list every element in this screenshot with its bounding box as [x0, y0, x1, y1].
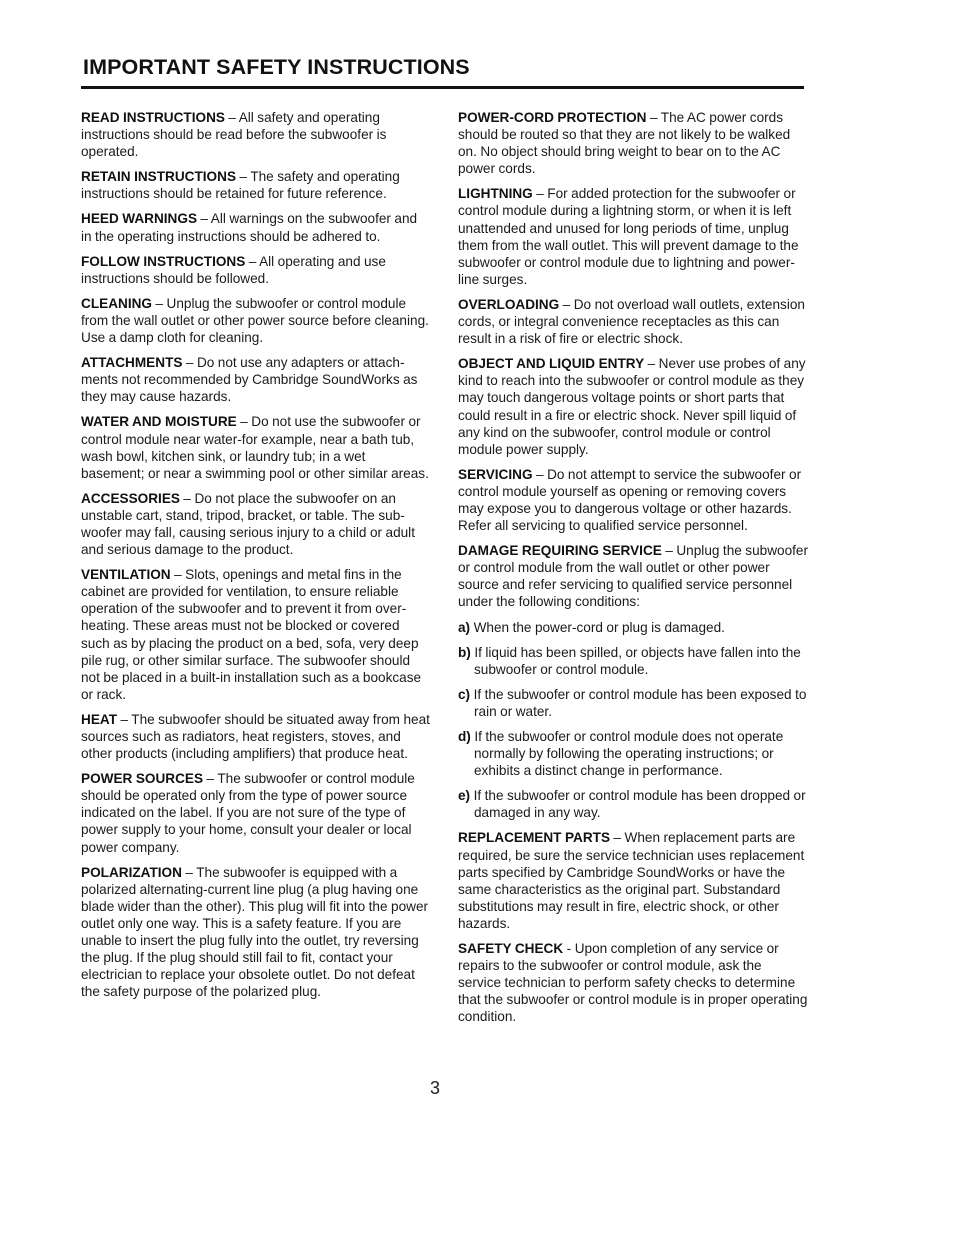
condition-item	[458, 619, 808, 636]
damage-conditions-list	[458, 619, 808, 822]
instruction-paragraph	[458, 940, 808, 1025]
instruction-heading: VENTILATION	[81, 567, 171, 583]
instruction-paragraph	[81, 566, 431, 703]
instruction-paragraph	[458, 355, 808, 458]
instruction-heading: POLARIZATION	[81, 864, 182, 880]
instruction-paragraph	[81, 354, 431, 405]
instruction-text: All operating and use instructions should be followed.	[81, 253, 386, 286]
instruction-separator: –	[661, 543, 677, 559]
instruction-text: Do not use the subwoofer or control module near water-for example, near a bath tub, wash bowl, kitchen sink, or laundry tub; in a wet basement; or near a swimming pool or other similar areas.	[81, 414, 429, 481]
instruction-separator: –	[245, 253, 260, 269]
instruction-text: The safety and operating instructions should be retained for future reference.	[81, 169, 400, 202]
instruction-paragraph	[81, 864, 431, 1001]
instruction-separator: -	[563, 941, 575, 957]
instruction-text: Do not overload wall outlets, extension cords, or integral convenience receptacles as this can result in a risk of fire or electric shock.	[458, 296, 805, 347]
instruction-paragraph	[81, 210, 431, 244]
condition-item	[458, 728, 808, 779]
instruction-heading: POWER SOURCES	[81, 771, 204, 787]
instruction-heading: REPLACEMENT PARTS	[458, 830, 611, 846]
instruction-heading: OBJECT AND LIQUID ENTRY	[458, 356, 645, 372]
instruction-separator: –	[559, 296, 574, 312]
instruction-paragraph	[458, 185, 808, 288]
condition-text: If the subwoofer or control module has been dropped or damaged in any way.	[473, 788, 806, 821]
instruction-text: Do not place the subwoofer on an unstable cart, stand, tripod, bracket, or table. The subwoofer may fall, causing serious injury to a child or adult and serious damage to the product.	[81, 490, 415, 558]
instruction-paragraph	[458, 466, 808, 534]
page-title: IMPORTANT SAFETY INSTRUCTIONS	[83, 55, 470, 79]
instruction-paragraph	[458, 542, 808, 610]
instruction-heading: HEAT	[81, 711, 117, 727]
right-column-final-sections	[458, 829, 808, 1025]
instruction-text: The subwoofer should be situated away from heat sources such as radiators, heat registers, stoves, and other products (including amplifiers) that produce heat.	[81, 711, 430, 762]
instruction-heading: ACCESSORIES	[81, 490, 180, 506]
instruction-separator: –	[224, 110, 239, 125]
instruction-paragraph	[81, 168, 431, 202]
instruction-text: Upon completion of any service or repairs to the subwoofer or control module, ask the service technician to perform safety checks to determine that the subwoofer or control module is in proper operating condition.	[458, 941, 808, 1025]
instruction-heading: WATER AND MOISTURE	[81, 414, 237, 430]
instruction-heading: OVERLOADING	[458, 296, 560, 312]
instruction-text: Never use probes of any kind to reach into the subwoofer or control module as they may touch dangerous voltage points or short parts that could result in a fire or electric shock. Never spill liquid of any kind on the subwoofer, control module or control module power supply.	[458, 356, 806, 457]
instruction-heading: ATTACHMENTS	[81, 355, 183, 371]
instruction-paragraph	[81, 109, 431, 160]
instruction-text: Unplug the subwoofer or control module from the wall outlet or other power source before cleaning. Use a damp cloth for cleaning.	[81, 295, 429, 346]
instruction-text: All warnings on the subwoofer and in the operating instructions should be adhered to.	[81, 211, 418, 244]
instruction-separator: –	[181, 864, 197, 880]
instruction-separator: –	[610, 830, 625, 846]
instruction-heading: READ INSTRUCTIONS	[81, 110, 225, 125]
instruction-paragraph	[81, 490, 431, 558]
instruction-text: Slots, openings and metal fins in the cabinet are provided for ventilation, to ensure reliable operation of the subwoofer and to prevent it from overheating. These areas must not be blocked or covered such as by placing the product on a bed, sofa, very deep pile rug, or other similar surface. The subwoofer should not be placed in a built-in installation such as a bookcase or rack.	[81, 567, 422, 702]
instruction-separator: –	[170, 567, 186, 583]
instruction-heading: SERVICING	[458, 466, 533, 482]
left-column	[81, 109, 431, 1008]
instruction-separator: –	[644, 356, 659, 372]
instruction-separator: –	[236, 169, 251, 185]
condition-letter: b)	[458, 644, 471, 660]
instruction-heading: CLEANING	[81, 295, 152, 311]
instruction-paragraph	[458, 109, 808, 177]
condition-text: If the subwoofer or control module does not operate normally by following the operating instructions; or exhibits a distinct change in performance.	[474, 729, 784, 779]
instruction-paragraph	[81, 413, 431, 481]
instruction-paragraph	[81, 770, 431, 855]
instruction-paragraph	[458, 829, 808, 932]
instruction-text: All safety and operating instructions should be read before the subwoofer is operated.	[81, 110, 387, 160]
instruction-separator: –	[179, 490, 195, 506]
condition-text: When the power-cord or plug is damaged.	[473, 619, 725, 635]
instruction-separator: –	[197, 211, 211, 227]
instruction-separator: –	[532, 466, 548, 482]
condition-item	[458, 644, 808, 678]
instruction-separator: –	[532, 186, 548, 202]
condition-item	[458, 686, 808, 720]
condition-text: If liquid has been spilled, or objects have fallen into the subwoofer or control module.	[474, 644, 801, 677]
instruction-separator: –	[182, 355, 197, 371]
condition-letter: d)	[458, 729, 471, 744]
right-column	[458, 109, 808, 1034]
instruction-text: Do not attempt to service the subwoofer or control module yourself as opening or removing covers may expose you to dangerous voltage or other hazards. Refer all servicing to qualified service personnel.	[458, 466, 802, 534]
instruction-paragraph	[458, 296, 808, 347]
instruction-heading: FOLLOW INSTRUCTIONS	[81, 253, 246, 269]
title-rule	[81, 86, 804, 89]
instruction-text: Unplug the subwoofer or control module from the wall outlet or other power source and refer servicing to qualified service personnel under the following conditions:	[458, 543, 809, 610]
instruction-heading: POWER-CORD PROTECTION	[458, 110, 647, 125]
instruction-separator: –	[646, 110, 661, 125]
instruction-text: The subwoofer or control module should be operated only from the type of power source indicated on the label. If you are not sure of the type of power supply to your home, consult your dealer or local power company.	[81, 771, 415, 855]
condition-letter: a)	[458, 619, 471, 635]
instruction-paragraph	[81, 253, 431, 287]
right-column-sections	[458, 109, 808, 611]
page-number: 3	[429, 1078, 440, 1098]
instruction-paragraph	[81, 295, 431, 346]
condition-letter: e)	[458, 788, 471, 804]
instruction-text: Do not use any adapters or attachments not recommended by Cambridge SoundWorks as they may cause hazards.	[81, 355, 418, 405]
instruction-heading: RETAIN INSTRUCTIONS	[81, 169, 237, 185]
instruction-paragraph	[81, 711, 431, 762]
instruction-text: The AC power cords should be routed so that they are not likely to be walked on. No object should bring weight to bear on to the AC power cords.	[458, 110, 791, 177]
instruction-heading: SAFETY CHECK	[458, 941, 564, 957]
instruction-text: When replacement parts are required, be sure the service technician uses replacement parts specified by Cambridge SoundWorks or have the same characteristics as the original part. Substandard substitutions may result in fire, electric shock, or other hazards.	[458, 830, 805, 931]
instruction-separator: –	[203, 771, 218, 787]
condition-letter: c)	[458, 686, 471, 702]
condition-text: If the subwoofer or control module has been exposed to rain or water.	[473, 686, 807, 719]
instruction-text: For added protection for the subwoofer or control module during a lightning storm, or when it is left unattended and unused for long periods of time, unplug them from the wall outlet. This will prevent damage to the subwoofer or control module due to lightning and power-line surges.	[458, 186, 799, 287]
instruction-separator: –	[152, 295, 167, 311]
instruction-heading: HEED WARNINGS	[81, 211, 198, 227]
instruction-text: The subwoofer is equipped with a polarized alternating-current line plug (a plug having one blade wider than the other). This plug will fit into the power outlet only one way. This is a safety feature. If you are unable to insert the plug fully into the outlet, try reversing the plug. If the plug should still fail to fit, contact your electrician to replace your obsolete outlet. Do not defeat the safety purpose of the polarized plug.	[81, 864, 429, 1000]
instruction-separator: –	[236, 414, 252, 430]
condition-item	[458, 787, 808, 821]
instruction-heading: DAMAGE REQUIRING SERVICE	[458, 543, 662, 559]
instruction-heading: LIGHTNING	[458, 186, 533, 202]
instruction-separator: –	[117, 711, 132, 727]
